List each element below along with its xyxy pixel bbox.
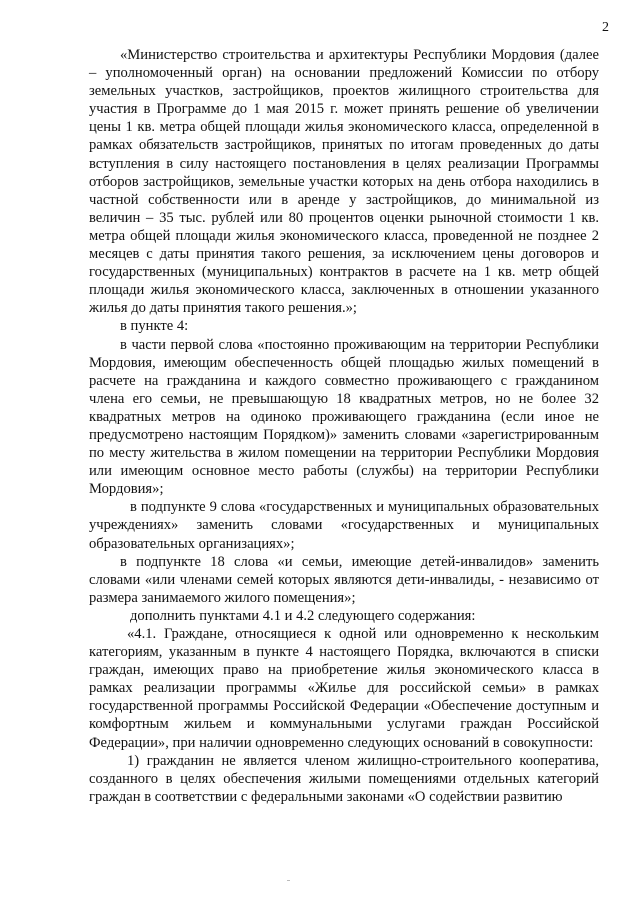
paragraph-condition-1: 1) гражданин не является членом жилищно-строительного кооператива, созданного в целях обеспечения жилыми помещениями отдельных категорий граждан в соответствии с федеральными законами «О содействии развитию <box>89 752 599 805</box>
paragraph-add-points-intro: дополнить пунктами 4.1 и 4.2 следующего содержания: <box>130 607 476 624</box>
scan-artifact <box>287 880 290 881</box>
paragraph-ministry-decision: «Министерство строительства и архитектуры Республики Мордовия (далее – уполномоченный орган) на основании предложений Комиссии по отбору земельных участков, застройщиков, проектов жилищного строительства для участия в Программе до 1 мая 2015 г. может принять решение об увеличении цены 1 кв. метра общей площади жилья экономического класса, определенной в рамках обязательств застройщиков, принятых по итогам проведенных до даты вступления в силу настоящего постановления в целях реализации Программы отборов застройщиков, земельные участки которых на день отбора находились в частной собственности или в аренде у застройщиков, до минимальной из величин – 35 тыс. рублей или 80 процентов оценки рыночной стоимости 1 кв. метра общей площади жилья экономического класса, проведенной не позднее 2 месяцев с даты принятия такого решения, за исключением цены договоров и государственных (муниципальных) контрактов в расчете на 1 кв. метр общей площади жилья экономического класса, заключенных в отношении указанного жилья до даты принятия такого решения.»; <box>89 47 599 317</box>
paragraph-subpoint-18-amendment: в подпункте 18 слова «и семьи, имеющие детей-инвалидов» заменить словами «или членами семей которых являются дети-инвалиды, - независимо от размера занимаемого жилого помещения»; <box>89 553 599 606</box>
page-number: 2 <box>602 20 609 35</box>
paragraph-part-one-amendment: в части первой слова «постоянно проживающим на территории Республики Мордовия, имеющим обеспеченность общей площадью жилых помещений в расчете на гражданина и каждого совместно проживающего с гражданином члена его семьи, не превышающую 18 квадратных метров, но не более 32 квадратных метров на одиноко проживающего гражданина (если иное не предусмотрено настоящим Порядком)» заменить словами «зарегистрированным по месту жительства в жилом помещении на территории Республики Мордовия или имеющим основное место работы (службы) на территории Республики Мордовия»; <box>89 336 599 498</box>
paragraph-subpoint-9-amendment: в подпункте 9 слова «государственных и муниципальных образовательных учреждениях» заменить словами «государственных и муниципальных образовательных организациях»; <box>89 499 599 552</box>
paragraph-point-4-intro: в пункте 4: <box>120 318 189 335</box>
document-body <box>89 46 599 806</box>
paragraph-point-4-1: «4.1. Граждане, относящиеся к одной или одновременно к нескольким категориям, указанным в пункте 4 настоящего Порядка, включаются в списки граждан, имеющих право на приобретение жилья экономического класса в рамках реализации программы «Жилье для российской семьи» в рамках государственной программы Российской Федерации «Обеспечение доступным и комфортным жильем и коммунальными услугами граждан Российской Федерации», при наличии одновременно следующих оснований в совокупности: <box>89 626 599 751</box>
